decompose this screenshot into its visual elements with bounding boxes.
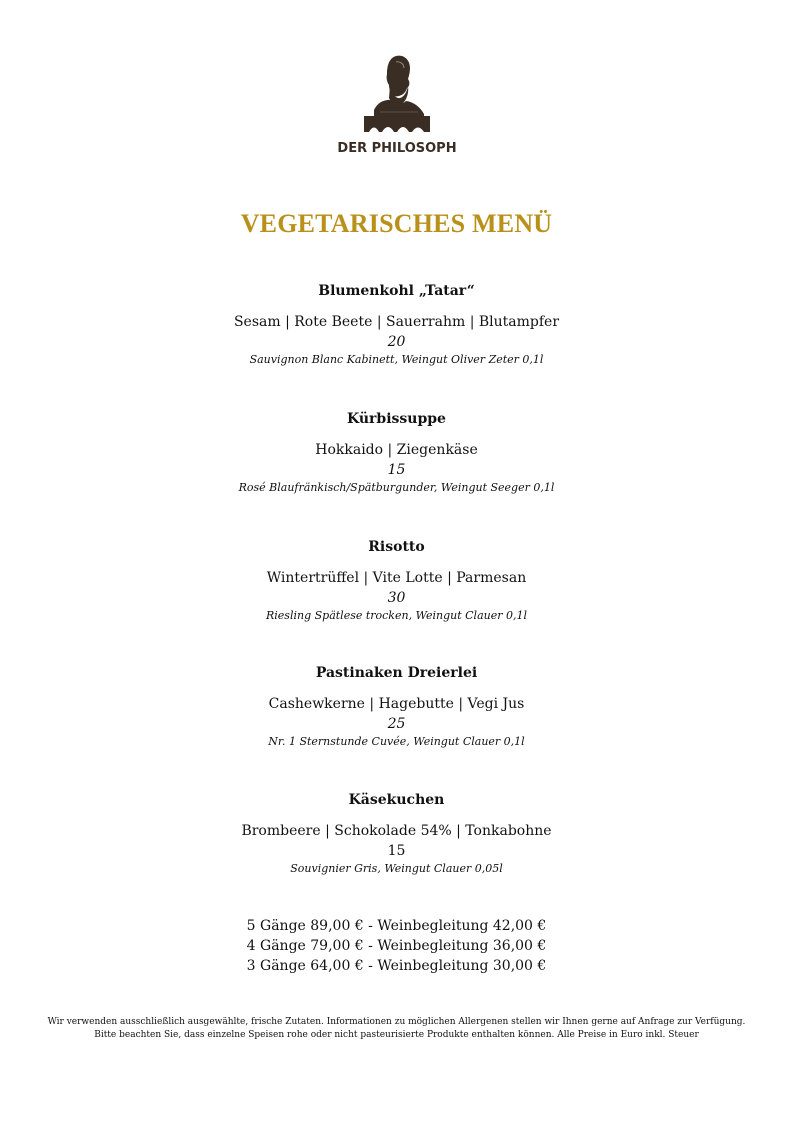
menu-price-line: 4 Gänge 79,00 € - Weinbegleitung 36,00 € (246, 938, 547, 954)
course-name: Pastinaken Dreierlei (315, 665, 478, 681)
course-description: Brombeere | Schokolade 54% | Tonkabohne (241, 823, 552, 839)
footer-line: Wir verwenden ausschließlich ausgewählte, frische Zutaten. Informationen zu möglichen Allergenen stellen wir Ihnen gerne auf Anfrage zur Verfügung. (47, 1017, 746, 1027)
menu-price-line: 3 Gänge 64,00 € - Weinbegleitung 30,00 € (246, 958, 547, 974)
footer-note (0, 1016, 793, 1042)
course-price: 15 (387, 843, 406, 859)
philosopher-bust-bridge-icon (352, 52, 442, 138)
course-price: 30 (387, 590, 406, 606)
course-price: 25 (387, 716, 406, 732)
course-item (0, 664, 793, 749)
footer-line: Bitte beachten Sie, dass einzelne Speisen rohe oder nicht pasteurisierte Produkte enthalten können. Alle Preise in Euro inkl. Steuer (94, 1030, 699, 1040)
brand-name: DER PHILOSOPH (337, 141, 457, 156)
course-wine: Rosé Blaufränkisch/Spätburgunder, Weingut Seeger 0,1l (238, 481, 555, 494)
menu-prices (0, 916, 793, 976)
course-item (0, 282, 793, 367)
course-price: 20 (387, 334, 406, 350)
course-name: Risotto (368, 539, 425, 555)
course-wine: Souvignier Gris, Weingut Clauer 0,05l (290, 862, 503, 875)
course-description: Wintertrüffel | Vite Lotte | Parmesan (266, 570, 527, 586)
course-description: Hokkaido | Ziegenkäse (315, 442, 478, 458)
course-description: Cashewkerne | Hagebutte | Vegi Jus (268, 696, 525, 712)
page-title: VEGETARISCHES MENÜ (240, 209, 553, 238)
course-item (0, 410, 793, 495)
menu-price-line: 5 Gänge 89,00 € - Weinbegleitung 42,00 € (246, 918, 547, 934)
course-description: Sesam | Rote Beete | Sauerrahm | Blutampfer (233, 314, 560, 330)
course-item (0, 538, 793, 623)
logo (333, 52, 461, 160)
course-wine: Nr. 1 Sternstunde Cuvée, Weingut Clauer 0,1l (268, 735, 525, 748)
course-name: Kürbissuppe (347, 411, 446, 427)
course-item (0, 791, 793, 876)
course-wine: Sauvignon Blanc Kabinett, Weingut Oliver Zeter 0,1l (249, 353, 544, 366)
course-name: Käsekuchen (348, 792, 445, 808)
course-price: 15 (387, 462, 406, 478)
course-name: Blumenkohl „Tatar“ (318, 283, 475, 299)
course-wine: Riesling Spätlese trocken, Weingut Clauer 0,1l (266, 609, 527, 622)
